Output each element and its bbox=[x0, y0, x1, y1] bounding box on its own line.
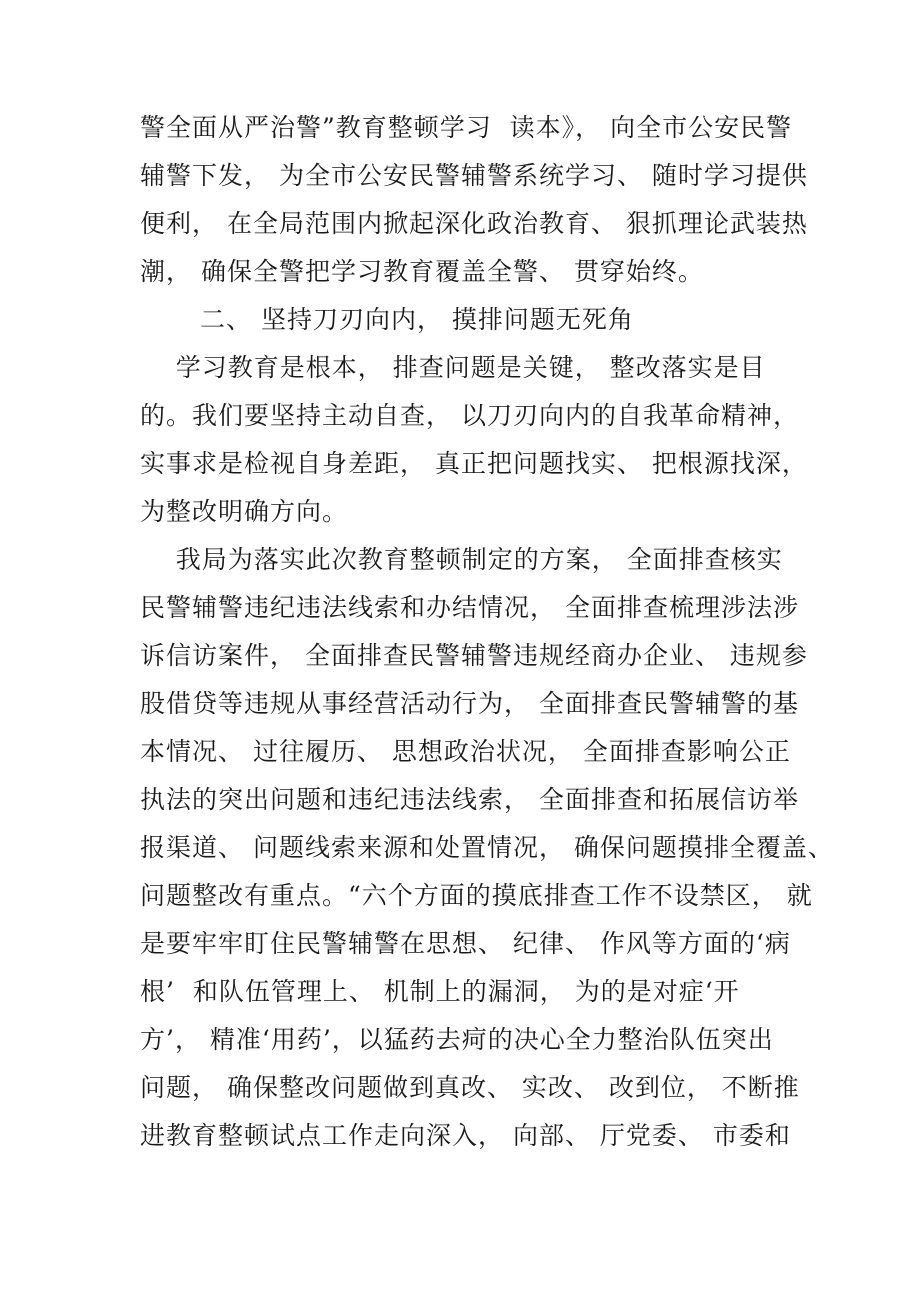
text-line: 的。我们要坚持主动自查， 以刀刃向内的自我革命精神， bbox=[140, 401, 799, 430]
text-line: 便利， 在全局范围内掀起深化政治教育、 狠抓理论武装热 bbox=[140, 209, 808, 238]
text-line: 民警辅警违纪违法线索和办结情况， 全面排查梳理涉法涉 bbox=[140, 593, 799, 622]
text-line: 报渠道、 问题线索来源和处置情况， 确保问题摸排全覆盖、 bbox=[140, 833, 834, 862]
section-heading: 二、 坚持刀刃向内， 摸排问题无死角 bbox=[200, 305, 634, 334]
text-line: 诉信访案件， 全面排查民警辅警违规经商办企业、 违规参 bbox=[140, 641, 808, 670]
text-line: 我局为落实此次教育整顿制定的方案， 全面排查核实 bbox=[140, 545, 783, 574]
text-line: 为整改明确方向。 bbox=[140, 497, 349, 526]
text-line: 执法的突出问题和违纪违法线索， 全面排查和拓展信访举 bbox=[140, 785, 799, 814]
text-line: 辅警下发， 为全市公安民警辅警系统学习、 随时学习提供 bbox=[140, 161, 808, 190]
text-line: 潮， 确保全警把学习教育覆盖全警、 贯穿始终。 bbox=[140, 257, 704, 286]
text-line: 股借贷等违规从事经营活动行为， 全面排查民警辅警的基 bbox=[140, 689, 799, 718]
text-line: 根’ 和队伍管理上、 机制上的漏洞， 为的是对症‘开 bbox=[140, 977, 740, 1006]
text-line: 问题整改有重点。“六个方面的摸底排查工作不设禁区， 就 bbox=[140, 881, 813, 910]
text-line: 本情况、 过往履历、 思想政治状况， 全面排查影响公正 bbox=[140, 737, 791, 766]
text-line: 进教育整顿试点工作走向深入， 向部、 厅党委、 市委和 bbox=[140, 1121, 791, 1150]
text-line: 实事求是检视自身差距， 真正把问题找实、 把根源找深， bbox=[140, 449, 808, 478]
text-line: 警全面从严治警”教育整顿学习 读本》， 向全市公安民警 bbox=[140, 113, 793, 142]
text-line: 学习教育是根本， 排查问题是关键， 整改落实是目 bbox=[140, 353, 766, 382]
text-line: 是要牢牢盯住民警辅警在思想、 纪律、 作风等方面的‘病 bbox=[140, 929, 791, 958]
text-line: 问题， 确保整改问题做到真改、 实改、 改到位， 不断推 bbox=[140, 1073, 800, 1102]
text-line: 方’， 精准‘用药’，以猛药去疴的决心全力整治队伍突出 bbox=[140, 1025, 774, 1054]
